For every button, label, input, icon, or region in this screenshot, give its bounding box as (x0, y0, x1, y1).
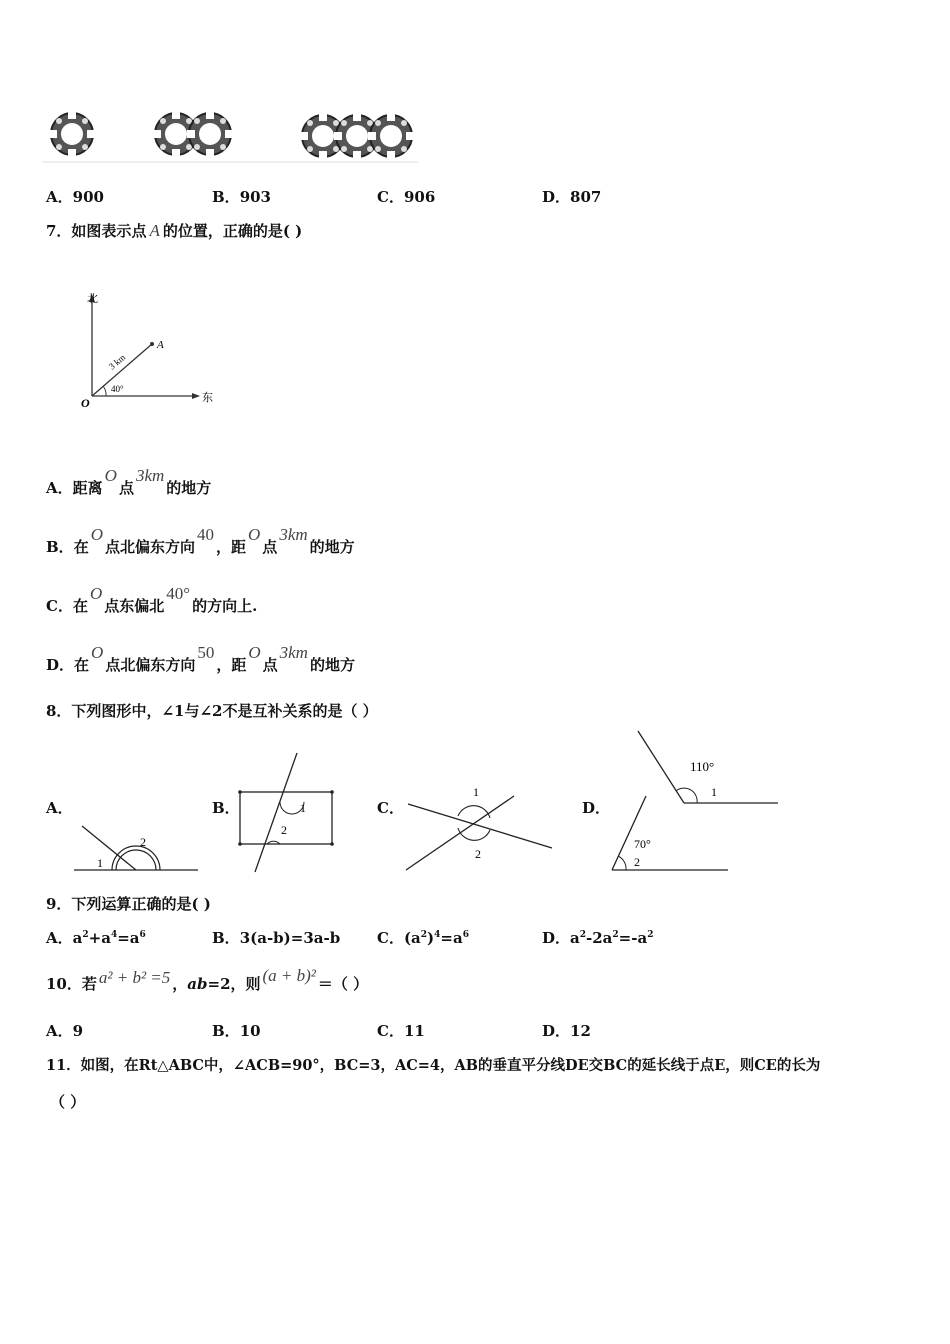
q7-stem: 7．如图表示点 A 的位置，正确的是( ) (46, 221, 303, 240)
q10-stem: 10．若 a² + b² =5 ，ab=2，则 (a + b)² ＝（ ） (46, 966, 369, 993)
q6-option-d[interactable]: D．807 (542, 188, 602, 206)
q9-option-a[interactable]: A．$a^2+a^4=a^6$ (46, 929, 146, 947)
q6-pattern-figure (40, 100, 420, 172)
q6-option-c[interactable]: C．906 (377, 188, 436, 206)
svg-text:1: 1 (711, 785, 717, 799)
q10-option-b[interactable]: B．10 (212, 1022, 261, 1040)
q7-option-c[interactable]: C．在O点东偏北40°的方向上. (46, 584, 258, 615)
pattern-2 (153, 111, 233, 157)
q10-option-d[interactable]: D．12 (542, 1022, 591, 1040)
north-label: 北 (87, 293, 98, 305)
q9-option-d[interactable]: D．$a^2-2a^2=-a^2$ (542, 929, 654, 947)
svg-text:1: 1 (300, 801, 306, 815)
pattern-3 (300, 113, 414, 159)
q11-stem-line1: 11．如图，在Rt△ABC中，∠ACB=90°，BC=3，AC=4，AB的垂直平分线DE交BC的延长线于点E，则CE的长为 (46, 1057, 821, 1074)
q8-figure-a (70, 820, 200, 875)
pattern-1 (49, 111, 95, 157)
q7-option-b[interactable]: B．在O点北偏东方向40，距O点3km的地方 (46, 525, 355, 556)
angle-label: 40° (111, 384, 124, 394)
svg-text:1: 1 (97, 856, 103, 870)
q8-figure-c (402, 782, 557, 874)
q9-option-b[interactable]: B．3(a-b)=3a-b (212, 929, 341, 947)
q7-direction-figure (72, 288, 222, 418)
q6-option-b[interactable]: B．903 (212, 188, 271, 206)
q10-option-a[interactable]: A．9 (46, 1022, 84, 1040)
distance-label: 3 km (106, 352, 128, 372)
q10-option-c[interactable]: C．11 (377, 1022, 425, 1040)
svg-text:2: 2 (281, 823, 287, 837)
point-a-label: A (157, 339, 164, 351)
svg-text:2: 2 (475, 847, 481, 861)
svg-text:2: 2 (634, 855, 640, 869)
svg-text:70°: 70° (634, 837, 651, 851)
q6-option-a[interactable]: A．900 (46, 188, 104, 206)
q8-figure-b (234, 750, 344, 875)
q9-stem: 9．下列运算正确的是( ) (46, 895, 211, 913)
q11-stem-line2: （ ） (50, 1093, 86, 1111)
svg-text:2: 2 (140, 835, 146, 849)
q7-option-a[interactable]: A．距离O点3km的地方 (46, 466, 212, 497)
q8-stem: 8．下列图形中，∠1与∠2不是互补关系的是（ ） (46, 702, 378, 720)
east-label: 东 (202, 392, 213, 404)
q9-option-c[interactable]: C．$(a^2)^4=a^6$ (377, 929, 469, 947)
q8-option-a[interactable]: A． (46, 799, 73, 817)
svg-text:1: 1 (473, 785, 479, 799)
origin-label: O (81, 396, 90, 410)
q8-figure-d-lower (606, 792, 732, 874)
q8-option-c[interactable]: C． (377, 799, 404, 817)
q7-option-d[interactable]: D．在O点北偏东方向50，距O点3km的地方 (46, 643, 355, 674)
svg-text:110°: 110° (690, 759, 715, 774)
q8-option-d[interactable]: D． (582, 799, 611, 817)
q8-option-b[interactable]: B． (212, 799, 240, 817)
